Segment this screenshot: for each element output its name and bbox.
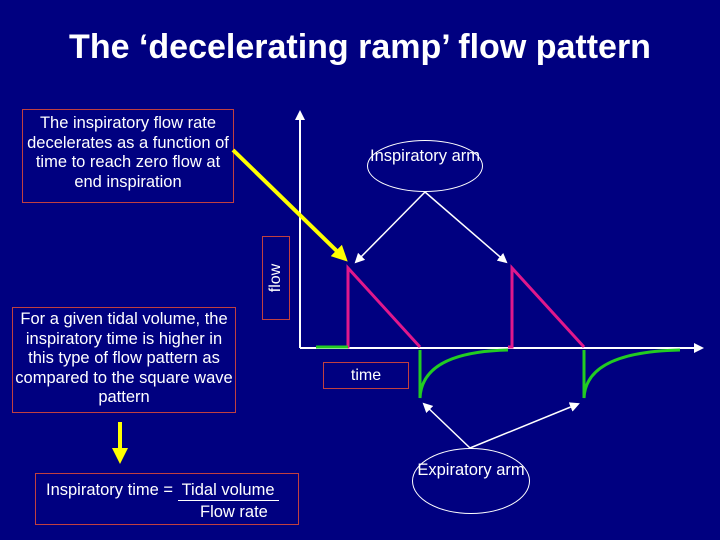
equation-numerator: Tidal volume (178, 481, 279, 501)
note-decelerating-flow: The inspiratory flow rate decelerates as a function of time to reach zero flow at end inspiration (22, 109, 234, 203)
white-arrow-icon (356, 192, 425, 262)
inspiratory-trace-2 (508, 268, 584, 347)
y-axis-label: flow (267, 263, 284, 293)
yellow-arrow-icon (233, 150, 342, 256)
expiratory-trace-1 (420, 350, 508, 398)
equation-denominator: Flow rate (200, 503, 268, 521)
callout-expiratory-arm: Expiratory arm (412, 448, 530, 514)
white-arrow-icon (425, 192, 506, 262)
note-inspiratory-time: For a given tidal volume, the inspiratory time is higher in this type of flow pattern as compared to the square wave pattern (12, 307, 236, 413)
page-title: The ‘decelerating ramp’ flow pattern (69, 28, 651, 66)
equation-lhs: Inspiratory time = (46, 481, 178, 499)
white-arrow-icon (470, 404, 578, 448)
white-arrow-icon (424, 404, 470, 448)
callout-inspiratory-arm: Inspiratory arm (367, 140, 483, 192)
expiratory-trace-2 (584, 350, 680, 398)
inspiratory-trace-1 (318, 268, 420, 347)
x-axis-label: time (323, 362, 409, 389)
